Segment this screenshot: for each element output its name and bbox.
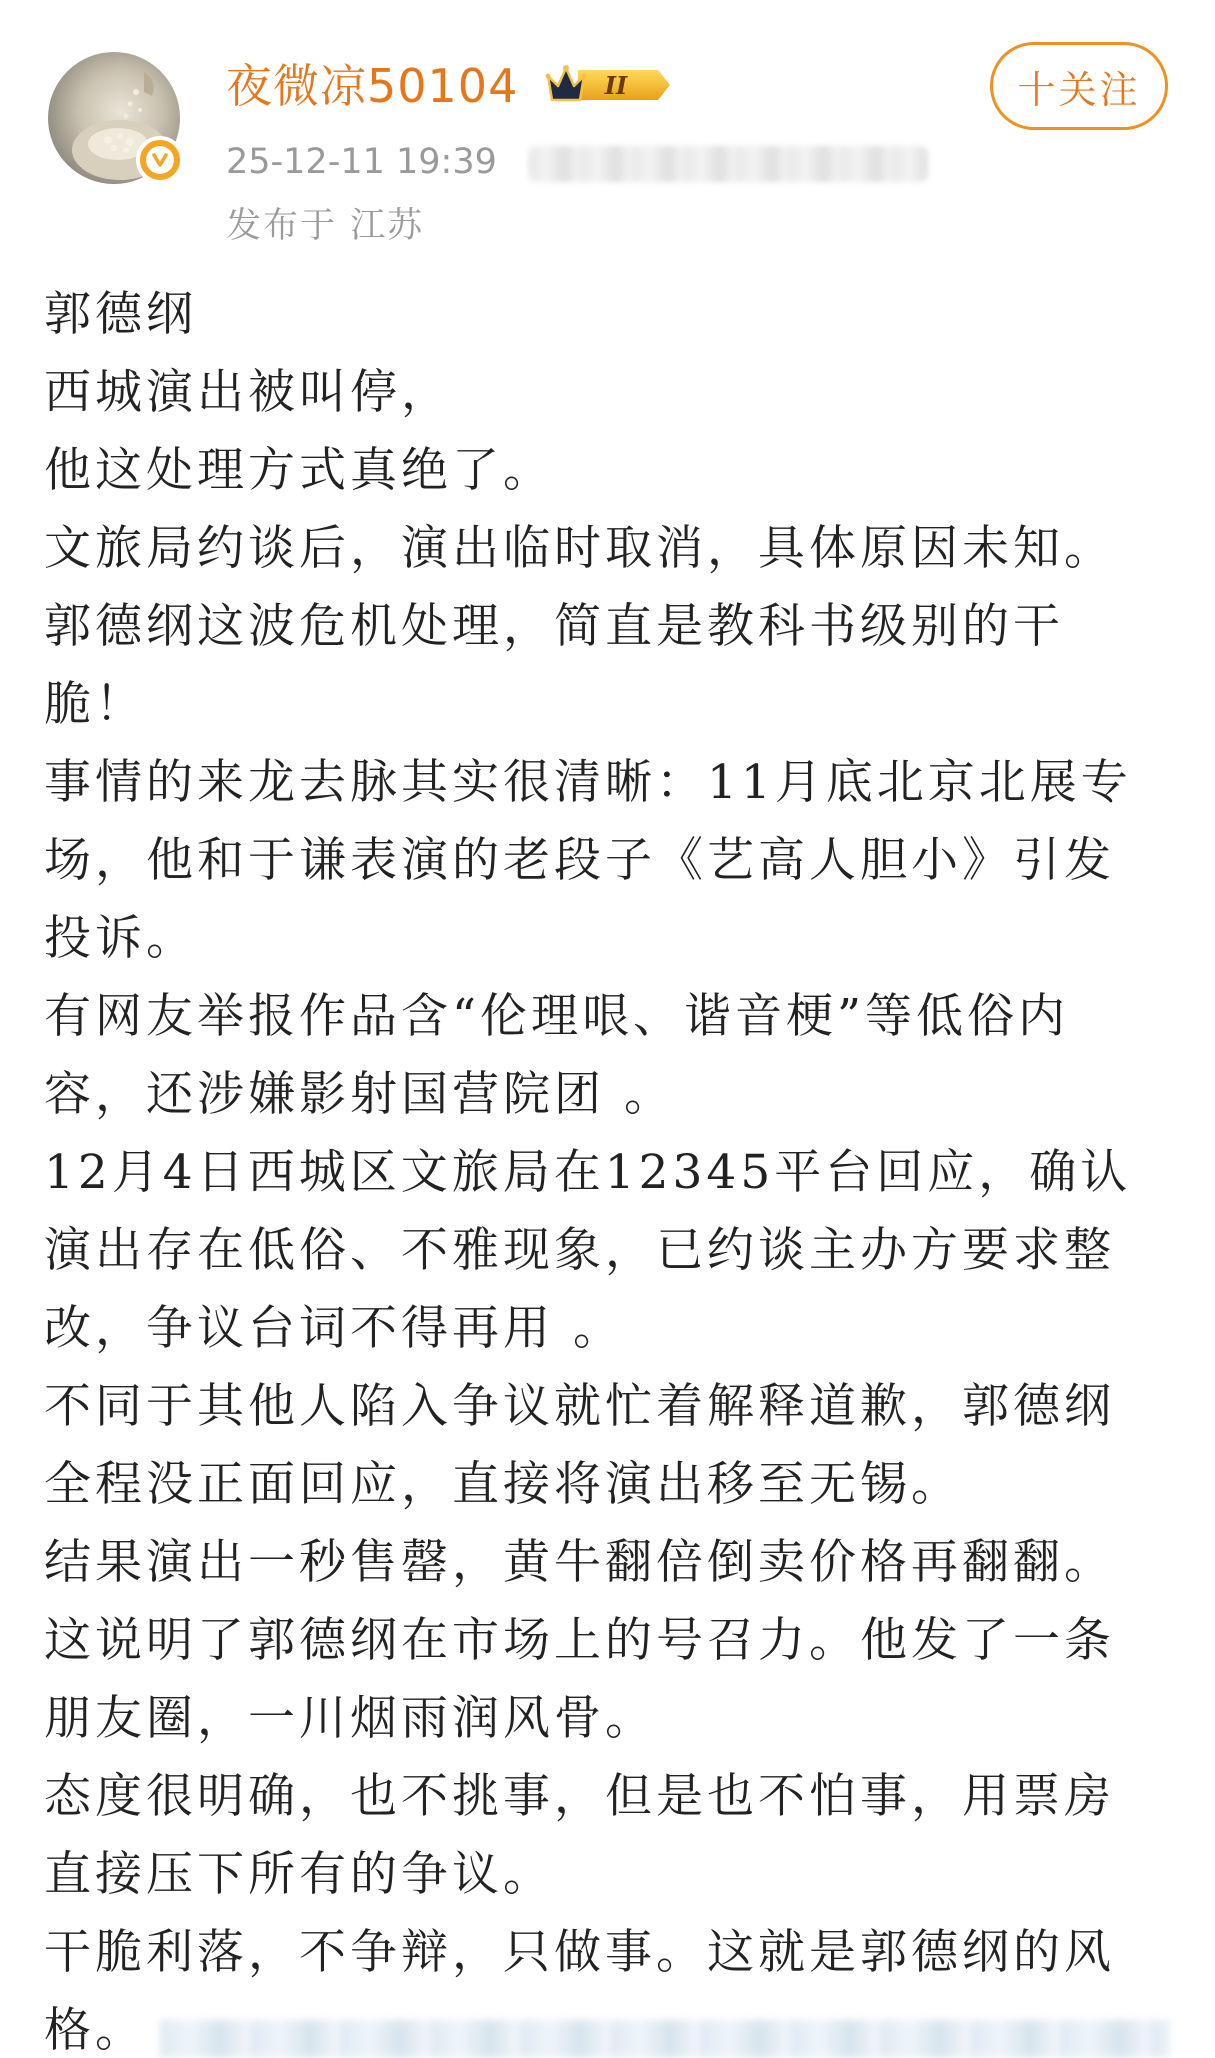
post-text-line: 容，还涉嫌影射国营院团 。 [44,1067,675,1122]
post-text-line: 态度很明确，也不挑事，但是也不怕事，用票房 [44,1769,1115,1824]
vip-level-text: II [604,71,628,100]
post-timestamp: 25-12-11 19:39 [226,142,497,182]
post-text-line: 这说明了郭德纲在市场上的号召力。他发了一条 [44,1613,1115,1668]
post-text-line: 改，争议台词不得再用 。 [44,1301,624,1356]
follow-button[interactable]: 十关注 [990,42,1168,130]
post-text-line: 有网友举报作品含“伦理哏、谐音梗”等低俗内 [44,989,1070,1044]
post-text-line: 文旅局约谈后，演出临时取消，具体原因未知。 [44,521,1115,576]
post-text-line: 场，他和于谦表演的老段子《艺高人胆小》引发 [44,833,1115,888]
post-text-line: 结果演出一秒售罄，黄牛翻倍倒卖价格再翻翻。 [44,1535,1115,1590]
post-text-line: 脆！ [44,677,146,732]
post-text-line: 他这处理方式真绝了。 [44,443,554,498]
post-text-line: 投诉。 [44,911,197,966]
post-location: 发布于 江苏 [226,206,425,246]
post-text-line: 朋友圈，一川烟雨润风骨。 [44,1691,656,1746]
verified-badge-icon [136,136,184,184]
author-name[interactable]: 夜微凉50104 [226,59,519,113]
post-text-line: 12月4日西城区文旅局在12345平台回应，确认 [44,1145,1132,1200]
post-text-line: 不同于其他人陷入争议就忙着解释道歉，郭德纲 [44,1379,1115,1434]
post-text-line: 直接压下所有的争议。 [44,1847,554,1902]
crown-icon [544,62,674,108]
post-text-line: 西城演出被叫停， [44,365,452,420]
blurred-footer-strip [160,2020,1170,2058]
blurred-source-text [528,146,928,182]
post-text-line: 事情的来龙去脉其实很清晰：11月底北京北展专 [44,755,1132,810]
post-text-line: 全程没正面回应，直接将演出移至无锡。 [44,1457,962,1512]
post-text-line: 郭德纲这波危机处理，简直是教科书级别的干 [44,599,1064,654]
post-text-line: 干脆利落，不争辩，只做事。这就是郭德纲的风 [44,1925,1115,1980]
post-text-line: 演出存在低俗、不雅现象，已约谈主办方要求整 [44,1223,1115,1278]
post-text-line: 郭德纲 [44,287,197,342]
vip-crown-badge [544,62,674,108]
post-text-line: 格。 [44,2003,146,2058]
post-content [44,276,1184,2058]
